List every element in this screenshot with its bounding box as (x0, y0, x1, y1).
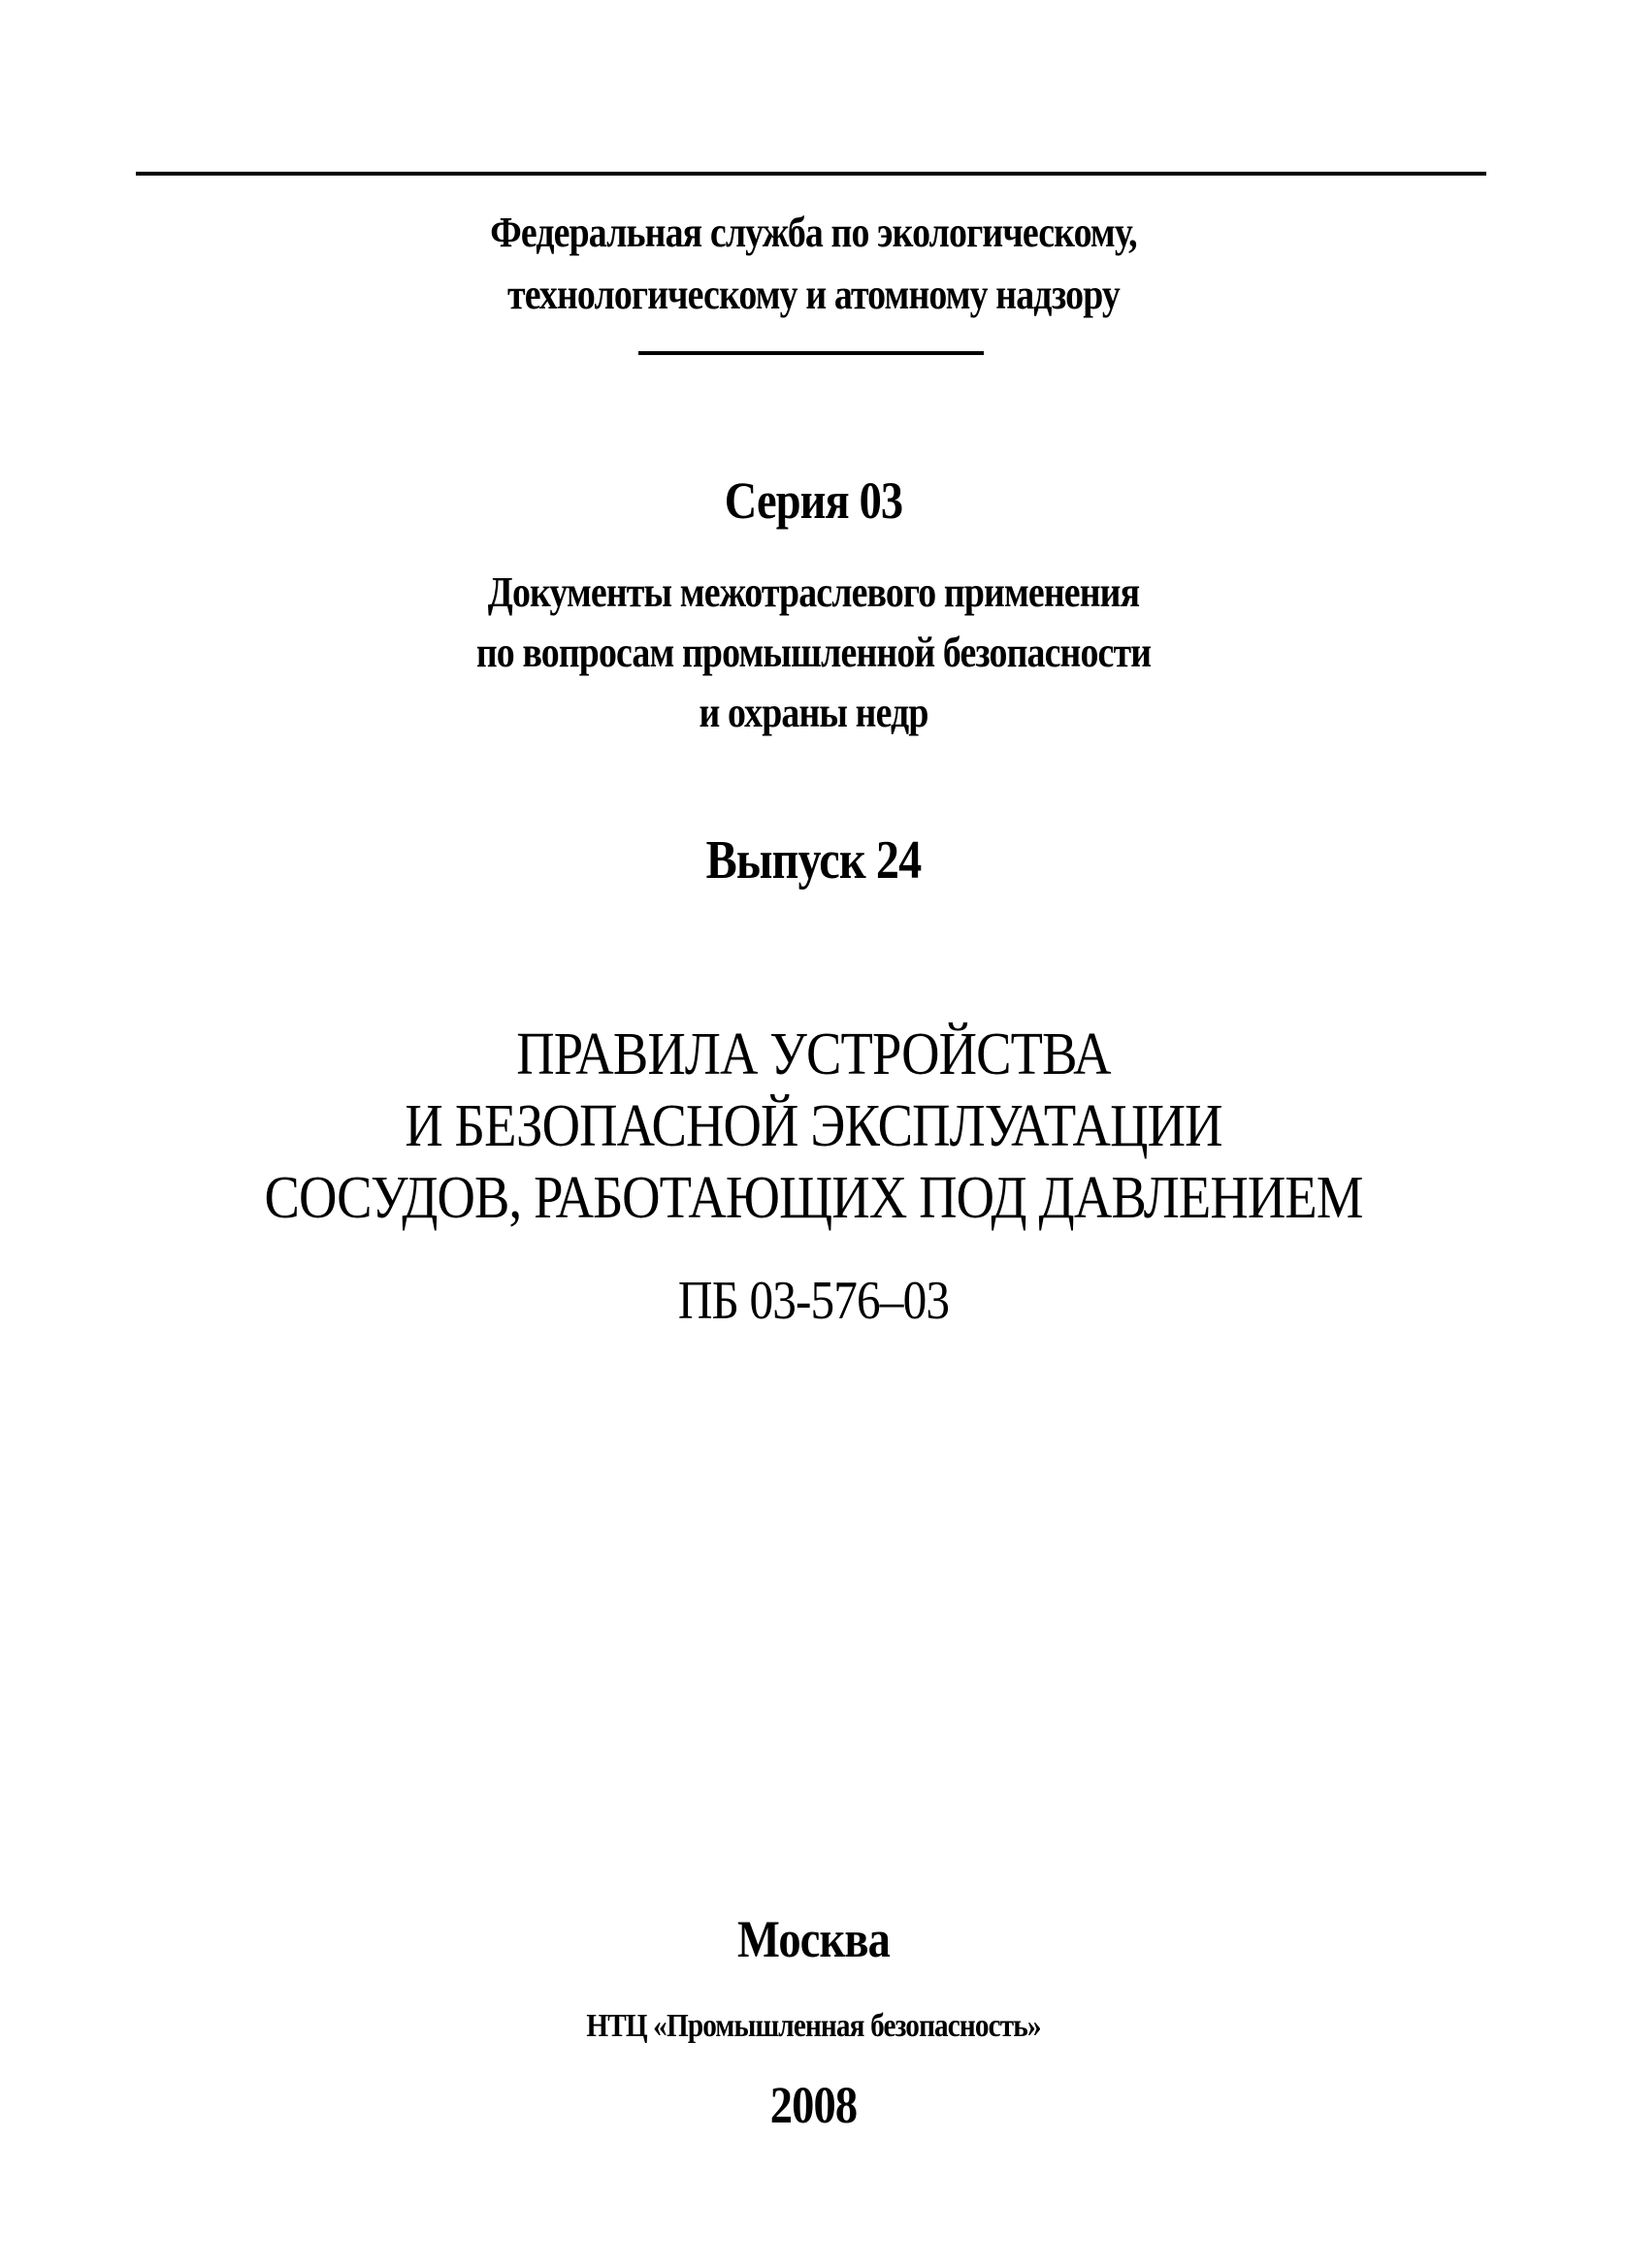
document-title (98, 1019, 1530, 1234)
document-title-line-3: СОСУДОВ, РАБОТАЮЩИХ ПОД ДАВЛЕНИЕМ (264, 1165, 1363, 1231)
document-title-line-1: ПРАВИЛА УСТРОЙСТВА (516, 1021, 1111, 1087)
series-description-line-1: Документы межотраслевого применения (487, 568, 1140, 616)
imprint-city-text: Москва (737, 1910, 890, 1968)
imprint-publisher (114, 2002, 1513, 2051)
issue-title-text: Выпуск 24 (705, 830, 922, 891)
imprint-year-text: 2008 (769, 2076, 858, 2134)
section-divider (638, 351, 984, 355)
series-description-line-3: и охраны недр (699, 689, 928, 736)
document-code-text: ПБ 03-576–03 (677, 1271, 950, 1331)
imprint-year (114, 2074, 1513, 2136)
imprint-publisher-text: НТЦ «Промышленная безопасность» (586, 2008, 1041, 2044)
issue-title (114, 828, 1513, 892)
series-description (114, 563, 1513, 743)
series-title (114, 470, 1513, 532)
document-code (98, 1269, 1530, 1333)
imprint-city (114, 1908, 1513, 1970)
agency-line-1: Федеральная служба по экологическому, (490, 209, 1137, 256)
series-description-line-2: по вопросам промышленной безопасности (475, 629, 1152, 676)
top-divider (136, 172, 1486, 176)
agency-line-2: технологическому и атомному надзору (507, 271, 1120, 318)
series-title-text: Серия 03 (724, 471, 903, 530)
document-title-line-2: И БЕЗОПАСНОЙ ЭКСПЛУАТАЦИИ (405, 1093, 1222, 1159)
agency-heading (114, 202, 1513, 326)
